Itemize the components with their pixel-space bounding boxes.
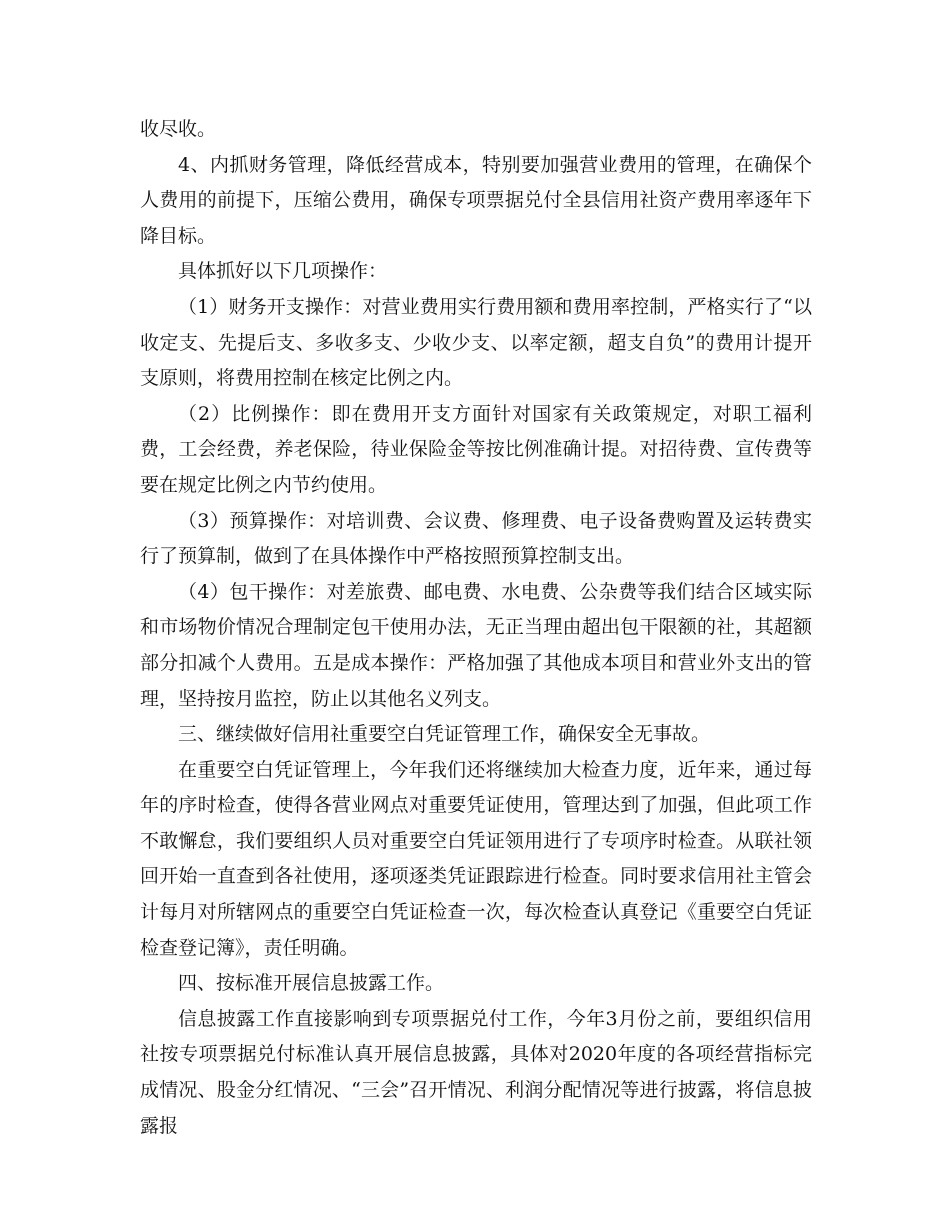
section-heading-3: 三、继续做好信用社重要空白凭证管理工作，确保安全无事故。 xyxy=(178,723,711,746)
paragraph-voucher-management: 在重要空白凭证管理上，今年我们还将继续加大检查力度，近年来，通过每年的序时检查，使得各营业网点对重要凭证使用，管理达到了加强，但此项工作不敢懈怠，我们要组织人员对重要空白凭证领用进行了专项序时检查。从联社领回开始一直查到各社使用，逐项逐类凭证跟踪进行检查。同时要求信用社主管会计每月对所辖网点的重要空白凭证检查一次，每次检查认真登记《重要空白凭证检查登记簿》，责任明确。 xyxy=(140,758,812,959)
paragraph-item-4: 4、内抓财务管理，降低经营成本，特别要加强营业费用的管理，在确保个人费用的前提下，压缩公费用，确保专项票据兑付全县信用社资产费用率逐年下降目标。 xyxy=(140,153,812,247)
paragraph-sub-3: （3）预算操作：对培训费、会议费、修理费、电子设备费购置及运转费实行了预算制，做到了在具体操作中严格按照预算控制支出。 xyxy=(140,509,812,568)
document-body xyxy=(140,112,812,1144)
paragraph-continuation: 收尽收。 xyxy=(140,118,217,140)
paragraph-operations-intro: 具体抓好以下几项操作： xyxy=(178,260,388,283)
paragraph-sub-4: （4）包干操作：对差旅费、邮电费、水电费、公杂费等我们结合区域实际和市场物价情况合理制定包干使用办法，无正当理由超出包干限额的社，其超额部分扣减个人费用。五是成本操作：严格加强了其他成本项目和营业外支出的管理，坚持按月监控，防止以其他名义列支。 xyxy=(140,580,812,710)
paragraph-sub-2: （2）比例操作：即在费用开支方面针对国家有关政策规定，对职工福利费，工会经费，养老保险，待业保险金等按比例准确计提。对招待费、宣传费等要在规定比例之内节约使用。 xyxy=(140,402,812,496)
paragraph-info-disclosure: 信息披露工作直接影响到专项票据兑付工作，今年3月份之前，要组织信用社按专项票据兑付标准认真开展信息披露，具体对2020年度的各项经营指标完成情况、股金分红情况、“三会”召开情况、利润分配情况等进行披露，将信息披露报 xyxy=(140,1007,812,1137)
section-heading-4: 四、按标准开展信息披露工作。 xyxy=(178,972,445,995)
paragraph-sub-1: （1）财务开支操作：对营业费用实行费用额和费用率控制，严格实行了“以收定支、先提后支、多收多支、少收少支、以率定额，超支自负”的费用计提开支原则，将费用控制在核定比例之内。 xyxy=(140,295,812,390)
